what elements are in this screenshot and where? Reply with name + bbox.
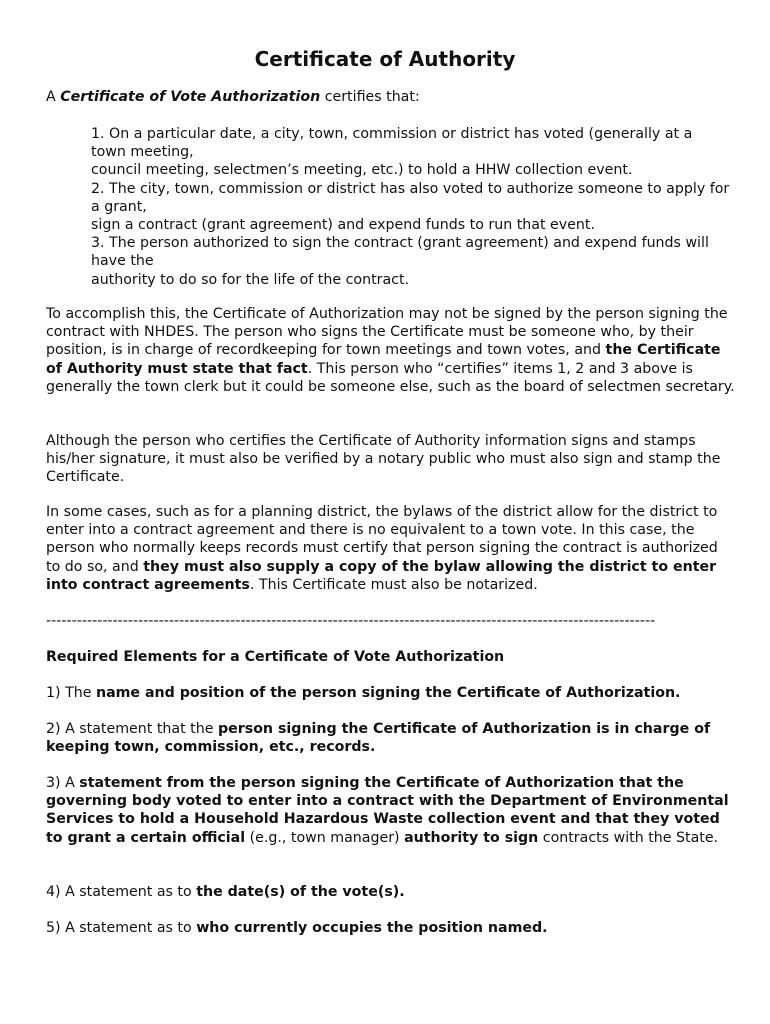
required-title: Required Elements for a Certificate of Vote Authorization: [46, 649, 505, 665]
para1-text-1: To accomplish this, the Certificate of Authorization may not be signed by the person signing the contract with NHDES. The person who signs the Certificate must be someone who, by their position, is in charge of recordkeeping for town meetings and town votes, and: [46, 306, 728, 359]
req3-bold-2: authority to sign: [404, 829, 539, 846]
intro-line: [46, 88, 736, 106]
intro-suffix: certifies that:: [320, 89, 420, 105]
page-title: Certificate of Authority: [254, 47, 516, 71]
req2-bold: person signing the Certificate of Authorization is in charge of keeping town, commission, etc., records.: [46, 721, 711, 756]
para3-bold: they must also supply a copy of the bylaw allowing the district to enter into contract agreements: [46, 558, 717, 593]
list-item-3-line-2: authority to do so for the life of the contract.: [91, 271, 410, 288]
para3-text-1: In some cases, such as for a planning district, the bylaws of the district allow for the district to enter into a contract agreement and there is no equivalent to a town vote. In this case, the person who normally keeps records must certify that person signing the contract is authorized to do so, and: [46, 504, 718, 575]
req4-prefix: 4) A statement as to: [46, 884, 197, 900]
required-item-5: [46, 919, 736, 937]
required-item-1: [46, 684, 736, 702]
req4-bold: the date(s) of the vote(s).: [196, 884, 405, 900]
list-item-3-line-1: 3. The person authorized to sign the contract (grant agreement) and expend funds will have the: [91, 235, 709, 270]
paragraph-notary: [46, 432, 736, 487]
req2-prefix: 2) A statement that the: [46, 721, 218, 737]
paragraph-bylaws: [46, 503, 736, 594]
required-item-4: [46, 883, 736, 901]
list-item-2-line-2: sign a contract (grant agreement) and expend funds to run that event.: [91, 217, 595, 234]
list-item-2-line-1: 2. The city, town, commission or district has also voted to authorize someone to apply for a grant,: [91, 180, 730, 215]
dashed-divider: -----------------------------------------------------------------------------------------------------------------------: [46, 613, 656, 629]
para1-bold: the Certificate of Authority must state that fact: [46, 342, 721, 377]
req1-bold: name and position of the person signing the Certificate of Authorization.: [95, 685, 681, 701]
intro-emphasis: Certificate of Vote Authorization: [60, 89, 321, 105]
list-item-1-line-1: 1. On a particular date, a city, town, commission or district has voted (generally at a town meeting,: [91, 126, 693, 161]
req3-mid: (e.g., town manager): [245, 829, 405, 846]
list-item-1-line-2: council meeting, selectmen’s meeting, etc.) to hold a HHW collection event.: [91, 162, 633, 179]
paragraph-signing-requirements: [46, 305, 736, 396]
required-elements-heading: [46, 648, 736, 666]
para1-text-2: . This person who “certifies” items 1, 2 and 3 above is generally the town clerk but it could be someone else, such as the board of selectmen secretary.: [46, 360, 735, 395]
certification-list: [91, 125, 731, 289]
req3-bold-1: statement from the person signing the Certificate of Authorization that the governing body voted to enter into a contract with the Department of Environmental Services to hold a Household Hazardous Waste collection event and that they voted to grant a certain official: [46, 775, 729, 846]
para3-text-2: . This Certificate must also be notarized.: [249, 576, 538, 593]
req5-prefix: 5) A statement as to: [46, 920, 197, 936]
req3-prefix: 3) A: [46, 775, 80, 791]
para2-text: Although the person who certifies the Certificate of Authority information signs and stamps his/her signature, it must also be verified by a notary public who must also sign and stamp the Certificate.: [46, 433, 721, 486]
required-item-2: [46, 720, 736, 756]
req5-bold: who currently occupies the position named.: [196, 920, 548, 936]
required-item-3: [46, 774, 736, 847]
req1-prefix: 1) The: [46, 685, 96, 701]
req3-suffix: contracts with the State.: [538, 829, 719, 846]
intro-prefix: A: [46, 89, 61, 105]
